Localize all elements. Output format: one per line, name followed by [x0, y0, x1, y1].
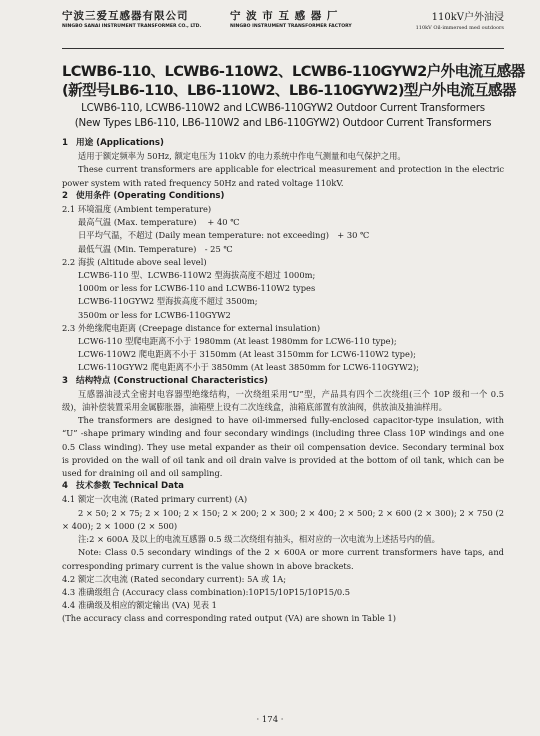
primary-current-note-cn: 注:2 × 600A 及以上的电流互感器 0.5 级二次绕组有抽头，相对应的一次电流为上述括号内的值。 — [78, 534, 440, 545]
page-header — [62, 8, 504, 50]
subheading-ambient-temperature: 2.1 环境温度 (Ambient temperature) — [62, 204, 212, 215]
company-name-en: NINGBO SANAI INSTRUMENT TRANSFORMER CO., LTD. — [62, 24, 202, 29]
title-line-1: LCWB6-110、LCWB6-110W2、LCWB6-110GYW2户外电流互感器 — [62, 63, 525, 80]
title-line-4: (New Types LB6-110, LB6-110W2 and LB6-110GYW2) Outdoor Current Transformers — [74, 117, 492, 129]
subheading-creepage: 2.3 外绝缘爬电距离 (Creepage distance for external insulation) — [62, 322, 321, 333]
subheading-rated-secondary-current: 4.2 额定二次电流 (Rated secondary current): 5A 或 1A; — [62, 573, 287, 584]
altitude-line-2: 1000m or less for LCWB6-110 and LCWB6-110W2 types — [78, 283, 316, 294]
factory-name-cn: 宁 波 市 互 感 器 厂 — [230, 10, 339, 22]
product-category — [416, 8, 504, 31]
subheading-accuracy-rated-output: 4.4 准确级及相应的额定输出 (VA) 见表 1 — [62, 600, 217, 611]
title-line-2: (新型号LB6-110、LB6-110W2、LB6-110GYW2)型户外电流互感器 — [62, 82, 516, 99]
altitude-line-3: LCWB6-110GYW2 型海拔高度不超过 3500m; — [78, 296, 258, 307]
company-name-factory — [230, 8, 352, 29]
document-title — [62, 62, 525, 130]
max-temperature: 最高气温 (Max. temperature) + 40 ℃ — [78, 217, 240, 228]
rated-primary-current-values: 2 × 50; 2 × 75; 2 × 100; 2 × 150; 2 × 200; 2 × 300; 2 × 400; 2 × 500; 2 × 600 (2 × 300); 2 × 750 (2 × 400); 2 × 1000 (2 × 500) — [62, 507, 504, 531]
applications-en: These current transformers are applicable for electrical measurement and protection in the electric power system with rated frequency 50Hz and rated voltage 110kV. — [62, 164, 504, 188]
company-name-sanai — [62, 8, 201, 29]
construction-en: The transformers are designed to have oil-immersed fully-enclosed capacitor-type insulation, with “U” -shape primary winding and four secondary windings (including three Class 10P windings and one 0.5 Class winding). They use metal expander as their oil compensation device. Secondary terminal box is provided on the wall of oil tank and oil drain valve is provided at the bottom of oil tank, which can be used for draining oil and oil sampling. — [62, 415, 504, 479]
page-number: · 174 · — [256, 715, 284, 725]
document-body — [62, 137, 504, 626]
mean-temperature: 日平均气温，不超过 (Daily mean temperature: not exceeding) + 30 ℃ — [78, 230, 370, 241]
applications-cn: 适用于额定频率为 50Hz, 额定电压为 110kV 的电力系统中作电气测量和电气保护之用。 — [78, 151, 406, 162]
title-line-3: LCWB6-110, LCWB6-110W2 and LCWB6-110GYW2 Outdoor Current Transformers — [81, 102, 485, 114]
category-cn: 110kV户外油浸 — [431, 12, 504, 23]
factory-name-en: NINGBO INSTRUMENT TRANSFORMER FACTORY — [230, 24, 352, 29]
category-en: 110kV Oil-immersed med outdoors — [415, 25, 504, 31]
creepage-line-2: LCW6-110W2 爬电距离不小于 3150mm (At least 3150mm for LCW6-110W2 type); — [78, 349, 416, 360]
min-temperature: 最低气温 (Min. Temperature) - 25 ℃ — [78, 243, 233, 254]
construction-cn: 互感器油浸式全密封电容器型绝缘结构，一次绕组采用“U”型，产品具有四个二次绕组(三个 10P 级和一个 0.5 级)，油补偿装置采用金属膨胀器，油箱壁上设有二次连线盒，油箱底部置有放油阀，供放油及抽油样用。 — [62, 388, 504, 413]
heading-operating-conditions: 2 使用条件 (Operating Conditions) — [62, 190, 225, 201]
company-name-cn: 宁波三爱互感器有限公司 — [62, 10, 189, 22]
creepage-line-1: LCW6-110 型爬电距离不小于 1980mm (At least 1980mm for LCW6-110 type); — [78, 336, 397, 347]
heading-applications: 1 用途 (Applications) — [62, 138, 164, 148]
subheading-rated-primary-current: 4.1 额定一次电流 (Rated primary current) (A) — [62, 494, 248, 505]
accuracy-rated-output-en: (The accuracy class and corresponding rated output (VA) are shown in Table 1) — [62, 613, 396, 624]
altitude-line-4: 3500m or less for LCWB6-110GYW2 — [78, 309, 231, 320]
subheading-accuracy-class-combination: 4.3 准确级组合 (Accuracy class combination):10P15/10P15/10P15/0.5 — [62, 586, 351, 597]
creepage-line-3: LCW6-110GYW2 爬电距离不小于 3850mm (At least 3850mm for LCW6-110GYW2); — [78, 362, 419, 373]
subheading-altitude: 2.2 海拔 (Altitude above seal level) — [62, 256, 207, 267]
primary-current-note-en: Note: Class 0.5 secondary windings of the 2 × 600A or more current transformers have taps, and corresponding primary current is the value shown in above brackets. — [62, 547, 504, 571]
heading-constructional-characteristics: 3 结构特点 (Constructional Characteristics) — [62, 375, 268, 386]
heading-technical-data: 4 技术参数 Technical Data — [62, 481, 184, 492]
header-rule — [62, 48, 504, 49]
altitude-line-1: LCWB6-110 型、LCWB6-110W2 型海拔高度不超过 1000m; — [78, 270, 316, 281]
